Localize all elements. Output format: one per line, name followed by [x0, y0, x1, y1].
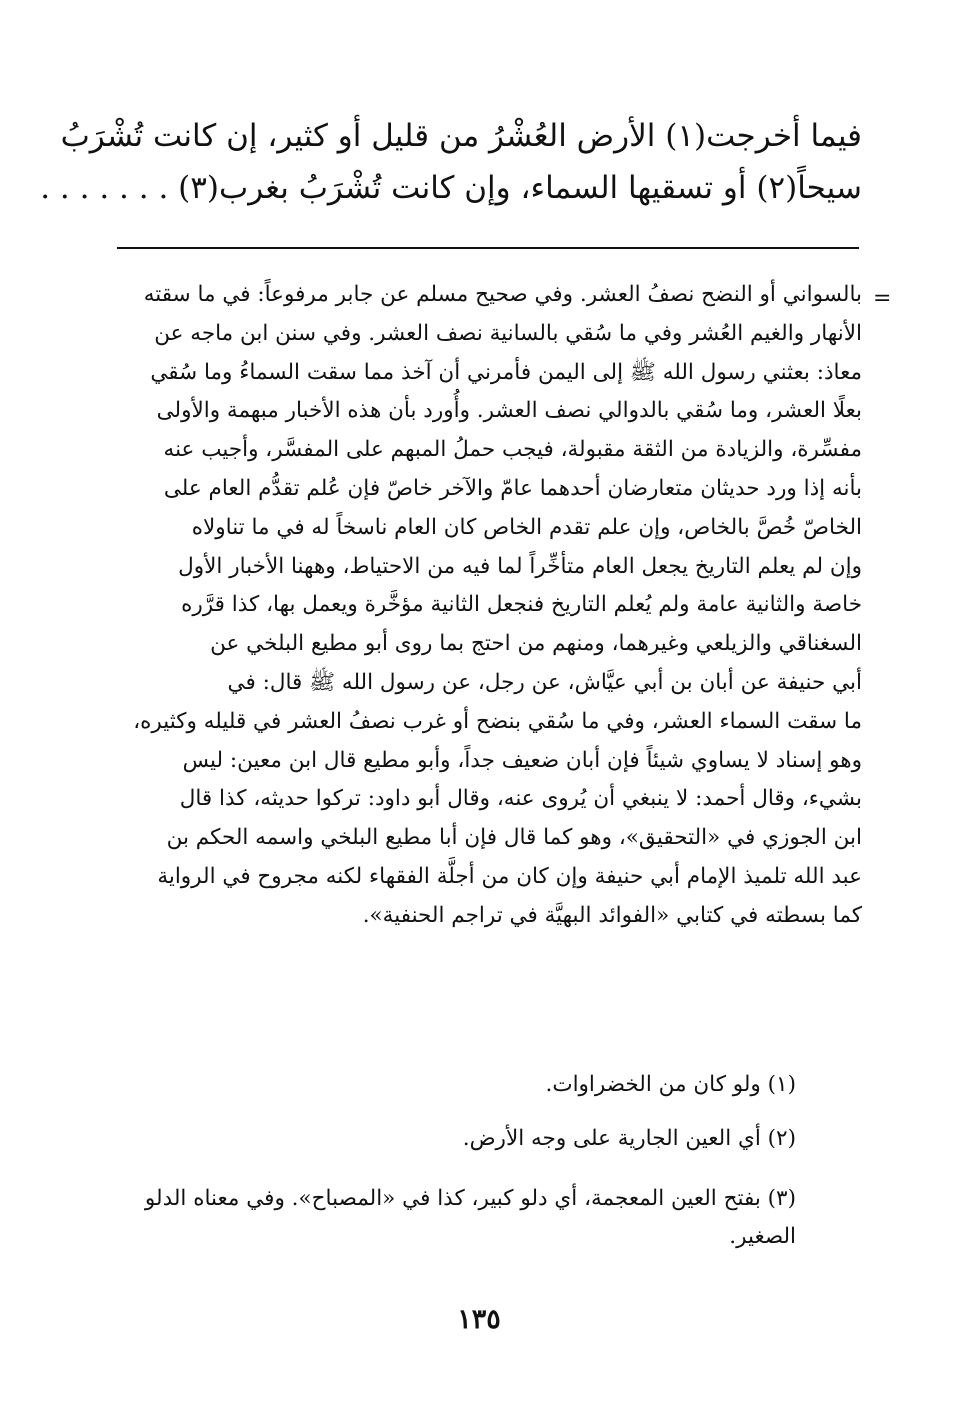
commentary-line: عبد الله تلميذ الإمام أبي حنيفة وإن كان من أجلَّة الفقهاء لكنه مجروح في الرواية: [157, 863, 862, 889]
commentary-line: بشيء، وقال أحمد: لا ينبغي أن يُروى عنه، وقال أبو داود: تركوا حديثه، كذا قال: [179, 786, 862, 812]
section-divider: [117, 247, 859, 249]
commentary-line: بأنه إذا ورد حديثان متعارضان أحدهما عامّ والآخر خاصّ فإن عُلم تقدُّم العام على: [163, 475, 862, 501]
footnote-1: (١) ولو كان من الخضراوات.: [545, 1072, 796, 1097]
commentary-line: ما سقت السماء العشر، وفي ما سُقي بنضح أو غرب نصفُ العشر في قليله وكثيره،: [133, 708, 862, 734]
main-text-line-2: سيحاً(٢) أو تسقيها السماء، وإن كانت تُشْرَبُ بغرب(٣) . . . . . . .: [40, 170, 862, 206]
footnote-2: (٢) أي العين الجارية على وجه الأرض.: [462, 1126, 796, 1151]
commentary-block: [118, 276, 862, 936]
commentary-line: كما بسطته في كتابي «الفوائد البهيَّة في تراجم الحنفية».: [362, 902, 862, 928]
commentary-line: بالسواني أو النضح نصفُ العشر. وفي صحيح مسلم عن جابر مرفوعاً: في ما سقته: [143, 282, 862, 307]
commentary-line: ابن الجوزي في «التحقيق»، وهو كما قال فإن أبا مطيع البلخي واسمه الحكم بن: [166, 825, 862, 851]
page-number: ١٣٥: [457, 1304, 501, 1335]
commentary-line: معاذ: بعثني رسول الله ﷺ إلى اليمن فأمرني أن آخذ مما سقت السماءُ وما سُقي: [150, 359, 862, 385]
commentary-line: الخاصّ خُصَّ بالخاص، وإن علم تقدم الخاص كان العام ناسخاً له في ما تناولاه: [191, 514, 862, 540]
commentary-line: خاصة والثانية عامة ولم يُعلم التاريخ فنجعل الثانية مؤخَّرة ويعمل بها، كذا قرَّره: [181, 592, 862, 618]
main-text: [40, 110, 862, 214]
footnotes: [118, 1066, 862, 1256]
footnote-3: (٣) بفتح العين المعجمة، أي دلو كبير، كذا في «المصباح». وفي معناه الدلو الصغير.: [144, 1186, 796, 1249]
commentary-line: أبي حنيفة عن أبان بن أبي عيَّاش، عن رجل، عن رسول الله ﷺ قال: في: [227, 669, 862, 695]
commentary-line: الأنهار والغيم العُشر وفي ما سُقي بالسانية نصف العشر. وفي سنن ابن ماجه عن: [154, 320, 862, 346]
commentary-line: بعلًا العشر، وما سُقي بالدوالي نصف العشر. وأُورد بأن هذه الأخبار مبهمة والأولى: [156, 398, 862, 424]
continuation-mark: =: [873, 286, 892, 311]
commentary-line: السغناقي والزيلعي وغيرهما، ومنهم من احتج بما روى أبو مطيع البلخي عن: [210, 631, 862, 657]
commentary-line: وإن لم يعلم التاريخ يجعل العام متأخِّراً لما فيه من الاحتياط، وههنا الأخبار الأول: [178, 553, 862, 579]
commentary-line: وهو إسناد لا يساوي شيئاً فإن أبان ضعيف جداً، وأبو مطيع قال ابن معين: ليس: [182, 747, 862, 773]
commentary-line: مفسِّرة، والزيادة من الثقة مقبولة، فيجب حملُ المبهم على المفسَّر، وأجيب عنه: [163, 437, 862, 463]
main-text-line-1: فيما أخرجت(١) الأرض العُشْرُ من قليل أو كثير، إن كانت تُشْرَبُ: [60, 118, 862, 154]
